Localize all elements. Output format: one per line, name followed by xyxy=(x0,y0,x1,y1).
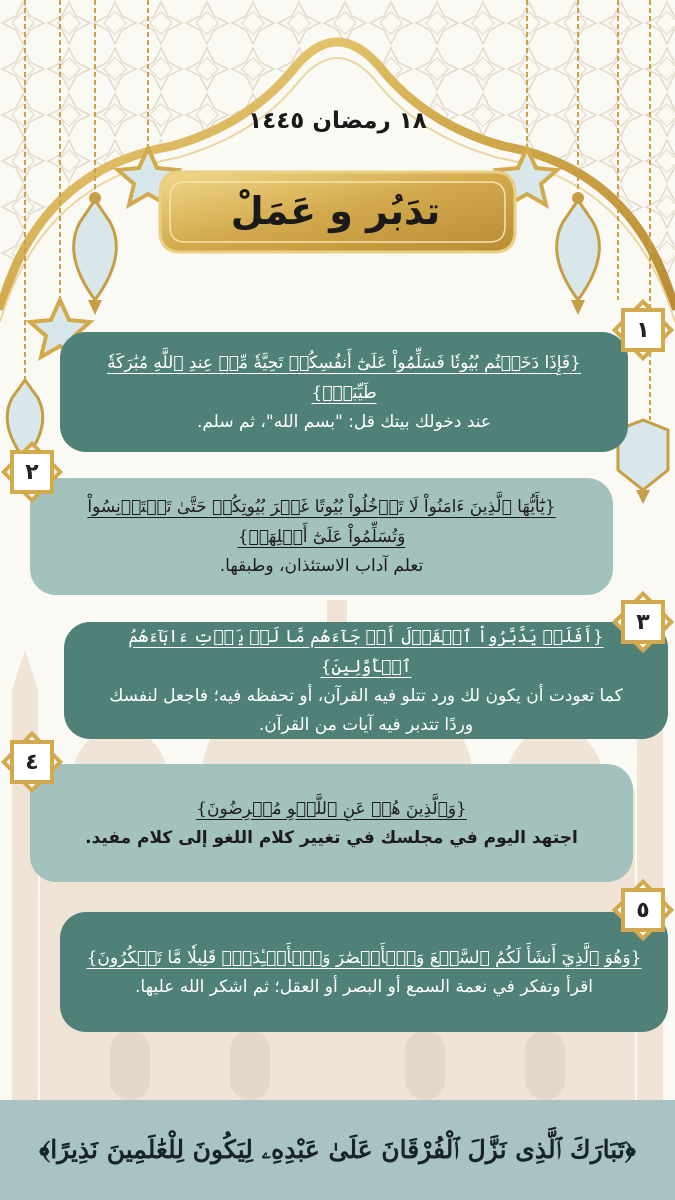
card-2 xyxy=(30,478,613,595)
card-tip: كما تعودت أن يكون لك ورد تتلو فيه القرآن، أو تحفظه فيه؛ فاجعل لنفسك xyxy=(109,685,623,706)
title-banner xyxy=(158,168,513,254)
card-4 xyxy=(30,764,633,882)
card-ayah: {وَٱلَّذِينَ هُمۡ عَنِ ٱللَّغۡوِ مُعۡرِضُونَ} xyxy=(196,798,467,819)
card-ayah-continued: وَتُسَلِّمُواْ عَلَىٰٓ أَهۡلِهَاۚ} xyxy=(237,527,406,547)
badge-1 xyxy=(611,298,675,362)
card-5 xyxy=(60,912,668,1032)
badge-4 xyxy=(0,730,64,794)
badge-number: ٥ xyxy=(636,897,650,923)
badge-number: ٢ xyxy=(25,459,39,485)
badge-number: ٤ xyxy=(25,749,39,775)
hijri-date: ١٨ رمضان ١٤٤٥ xyxy=(248,108,427,134)
badge-2 xyxy=(0,440,64,504)
card-3 xyxy=(64,622,668,739)
card-tip: اجتهد اليوم في مجلسك في تغيير كلام اللغو إلى كلام مفيد. xyxy=(85,827,578,848)
card-tip: عند دخولك بيتك قل: "بسم الله"، ثم سلم. xyxy=(196,411,492,432)
card-ayah: {يَٰٓأَيُّهَا ٱلَّذِينَ ءَامَنُواْ لَا تَدۡخُلُواْ بُيُوتًا غَيۡرَ بُيُوتِكُمۡ حَتَّىٰ تَسۡتَأۡنِسُواْ xyxy=(87,497,556,517)
page-title: تدَبُر و عَمَلْ xyxy=(230,189,441,233)
footer-verse: ﴿تَبَارَكَ ٱلَّذِى نَزَّلَ ٱلْفُرْقَانَ عَلَىٰ عَبْدِهِۦ لِيَكُونَ لِلْعَٰلَمِينَ نَذِيرًا﴾ xyxy=(39,1135,636,1164)
card-ayah: {فَإِذَا دَخَلۡتُم بُيُوتٗا فَسَلِّمُواْ عَلَىٰٓ أَنفُسِكُمۡ تَحِيَّةٗ مِّنۡ عِندِ ٱللَّهِ مُبَٰرَكَةٗ طَيِّبَةٗۚ} xyxy=(107,352,581,403)
card-1 xyxy=(60,332,628,452)
badge-3 xyxy=(611,590,675,654)
footer-verse-bar xyxy=(0,1100,675,1200)
badge-number: ١ xyxy=(636,317,650,343)
card-tip: اقرأ وتفكر في نعمة السمع أو البصر أو العقل؛ ثم اشكر الله عليها. xyxy=(135,976,593,997)
badge-5 xyxy=(611,878,675,942)
card-ayah: {أَفَلَمۡ يَدَّبَّرُواْ ٱلۡقَوۡلَ أَمۡ جَآءَهُم مَّا لَمۡ يَأۡتِ ءَابَآءَهُمُ ٱلۡأَوَّلِينَ} xyxy=(128,626,604,677)
card-tip: تعلم آداب الاستئذان، وطبقها. xyxy=(219,556,424,576)
card-tip-continued: وردًا تتدبر فيه آيات من القرآن. xyxy=(258,714,474,735)
badge-number: ٣ xyxy=(636,609,650,635)
card-ayah: {وَهُوَ ٱلَّذِيٓ أَنشَأَ لَكُمُ ٱلسَّمۡعَ وَٱلۡأَبۡصَٰرَ وَٱلۡأَفۡـِٔدَةَۚ قَلِيلٗا مَّا تَشۡكُرُونَ} xyxy=(86,947,642,968)
